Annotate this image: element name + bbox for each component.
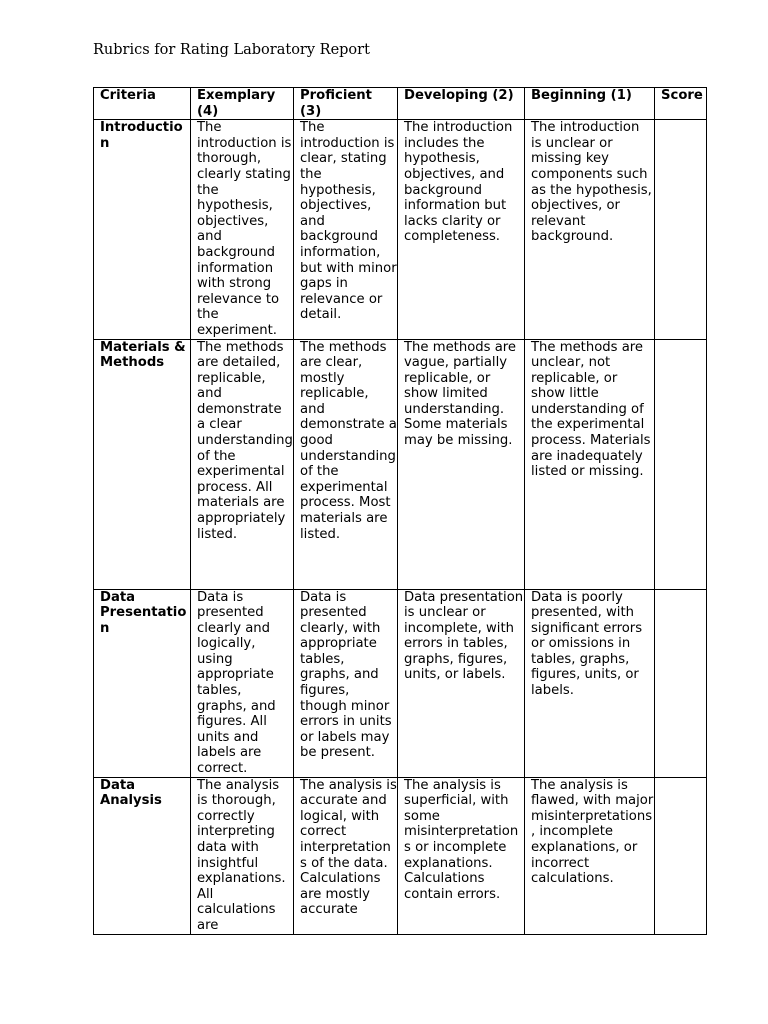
exemplary-cell: Data is presented clearly and logically, using appropriate tables, graphs, and figures. All units and labels are correct.: [191, 589, 294, 777]
proficient-cell: The introduction is clear, stating the hypothesis, objectives, and background information, but with minor gaps in relevance or detail.: [294, 120, 398, 339]
developing-cell: The introduction includes the hypothesis, objectives, and background information but lacks clarity or completeness.: [398, 120, 525, 339]
document-title: Rubrics for Rating Laboratory Report: [93, 42, 370, 58]
criteria-cell: Materials & Methods: [94, 339, 191, 589]
exemplary-cell: The analysis is thorough, correctly interpreting data with insightful explanations. All calculations are: [191, 777, 294, 934]
table-row: [94, 589, 707, 777]
beginning-cell: The introduction is unclear or missing key components such as the hypothesis, objectives, or relevant background.: [525, 120, 655, 339]
table-row: [94, 120, 707, 339]
score-cell[interactable]: [655, 589, 707, 777]
beginning-cell: The analysis is flawed, with major misinterpretations, incomplete explanations, or incorrect calculations.: [525, 777, 655, 934]
table-header-row: [94, 88, 707, 120]
score-cell[interactable]: [655, 120, 707, 339]
developing-cell: The analysis is superficial, with some misinterpretations or incomplete explanations. Calculations contain errors.: [398, 777, 525, 934]
header-criteria: Criteria: [94, 88, 191, 120]
developing-cell: Data presentation is unclear or incomplete, with errors in tables, graphs, figures, units, or labels.: [398, 589, 525, 777]
proficient-cell: The methods are clear, mostly replicable, and demonstrate a good understanding of the experimental process. Most materials are listed.: [294, 339, 398, 589]
rubric-table: [93, 87, 707, 935]
criteria-cell: Data Analysis: [94, 777, 191, 934]
score-cell[interactable]: [655, 777, 707, 934]
header-exemplary: Exemplary (4): [191, 88, 294, 120]
header-score: Score: [655, 88, 707, 120]
header-developing: Developing (2): [398, 88, 525, 120]
proficient-cell: Data is presented clearly, with appropriate tables, graphs, and figures, though minor errors in units or labels may be present.: [294, 589, 398, 777]
criteria-cell: Introduction: [94, 120, 191, 339]
beginning-cell: Data is poorly presented, with significant errors or omissions in tables, graphs, figures, units, or labels.: [525, 589, 655, 777]
proficient-cell: The analysis is accurate and logical, with correct interpretations of the data. Calculations are mostly accurate: [294, 777, 398, 934]
criteria-cell: Data Presentation: [94, 589, 191, 777]
table-row: [94, 777, 707, 934]
beginning-cell: The methods are unclear, not replicable, or show little understanding of the experimental process. Materials are inadequately listed or missing.: [525, 339, 655, 589]
header-beginning: Beginning (1): [525, 88, 655, 120]
exemplary-cell: The introduction is thorough, clearly stating the hypothesis, objectives, and background information with strong relevance to the experiment.: [191, 120, 294, 339]
developing-cell: The methods are vague, partially replicable, or show limited understanding. Some materials may be missing.: [398, 339, 525, 589]
table-row: [94, 339, 707, 589]
score-cell[interactable]: [655, 339, 707, 589]
header-proficient: Proficient (3): [294, 88, 398, 120]
exemplary-cell: The methods are detailed, replicable, and demonstrate a clear understanding of the experimental process. All materials are appropriately listed.: [191, 339, 294, 589]
